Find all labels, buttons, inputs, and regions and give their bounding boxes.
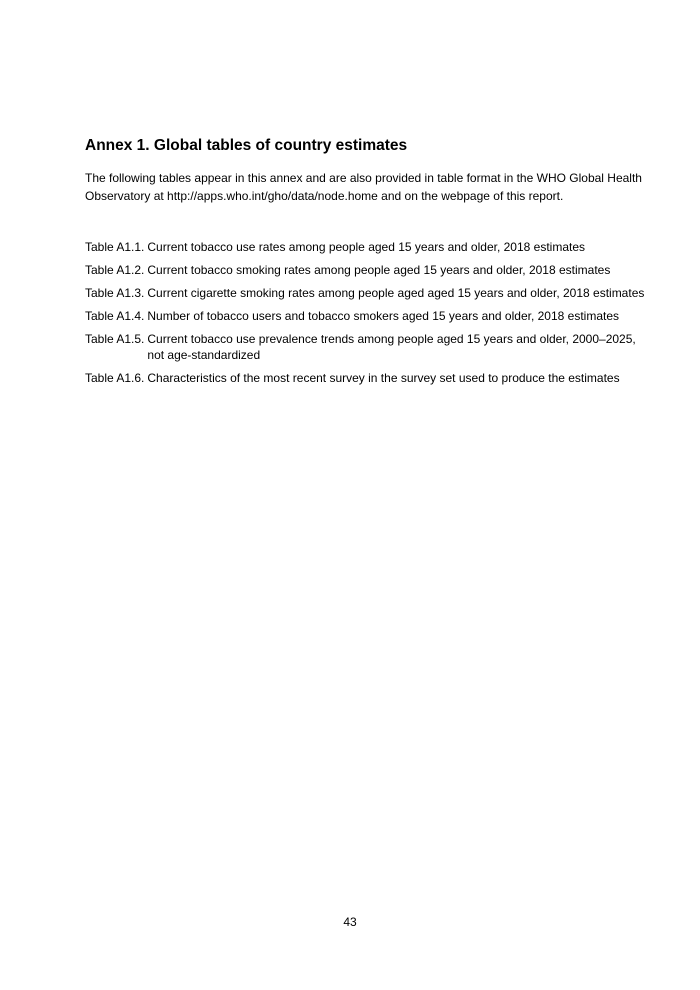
table-list-item	[85, 331, 645, 363]
table-label: Table A1.6.	[85, 371, 145, 385]
table-title: Current tobacco use rates among people aged 15 years and older, 2018 estimates	[147, 240, 586, 254]
table-title: Current tobacco use prevalence trends among people aged 15 years and older, 2000–2025, not age-standardized	[147, 332, 636, 362]
table-list	[85, 239, 645, 393]
page-number: 43	[343, 915, 357, 929]
table-title: Current tobacco smoking rates among people aged 15 years and older, 2018 estimates	[147, 263, 611, 277]
table-title: Number of tobacco users and tobacco smokers aged 15 years and older, 2018 estimates	[147, 309, 619, 323]
table-title: Characteristics of the most recent survey in the survey set used to produce the estimates	[147, 371, 620, 385]
table-label: Table A1.3.	[85, 286, 145, 300]
table-label: Table A1.5.	[85, 332, 145, 346]
table-list-item	[85, 370, 645, 386]
table-label: Table A1.1.	[85, 240, 145, 254]
table-label: Table A1.4.	[85, 309, 145, 323]
table-list-item	[85, 239, 645, 255]
table-label: Table A1.2.	[85, 263, 145, 277]
table-title: Current cigarette smoking rates among people aged aged 15 years and older, 2018 estimates	[147, 286, 645, 300]
annex-heading: Annex 1. Global tables of country estimates	[85, 137, 408, 154]
table-list-item	[85, 285, 645, 301]
intro-paragraph: The following tables appear in this annex and are also provided in table format in the WHO Global Health Observatory at http://apps.who.int/gho/data/node.home and on the webpage of this report.	[85, 171, 642, 203]
table-list-item	[85, 262, 645, 278]
table-list-item	[85, 308, 645, 324]
